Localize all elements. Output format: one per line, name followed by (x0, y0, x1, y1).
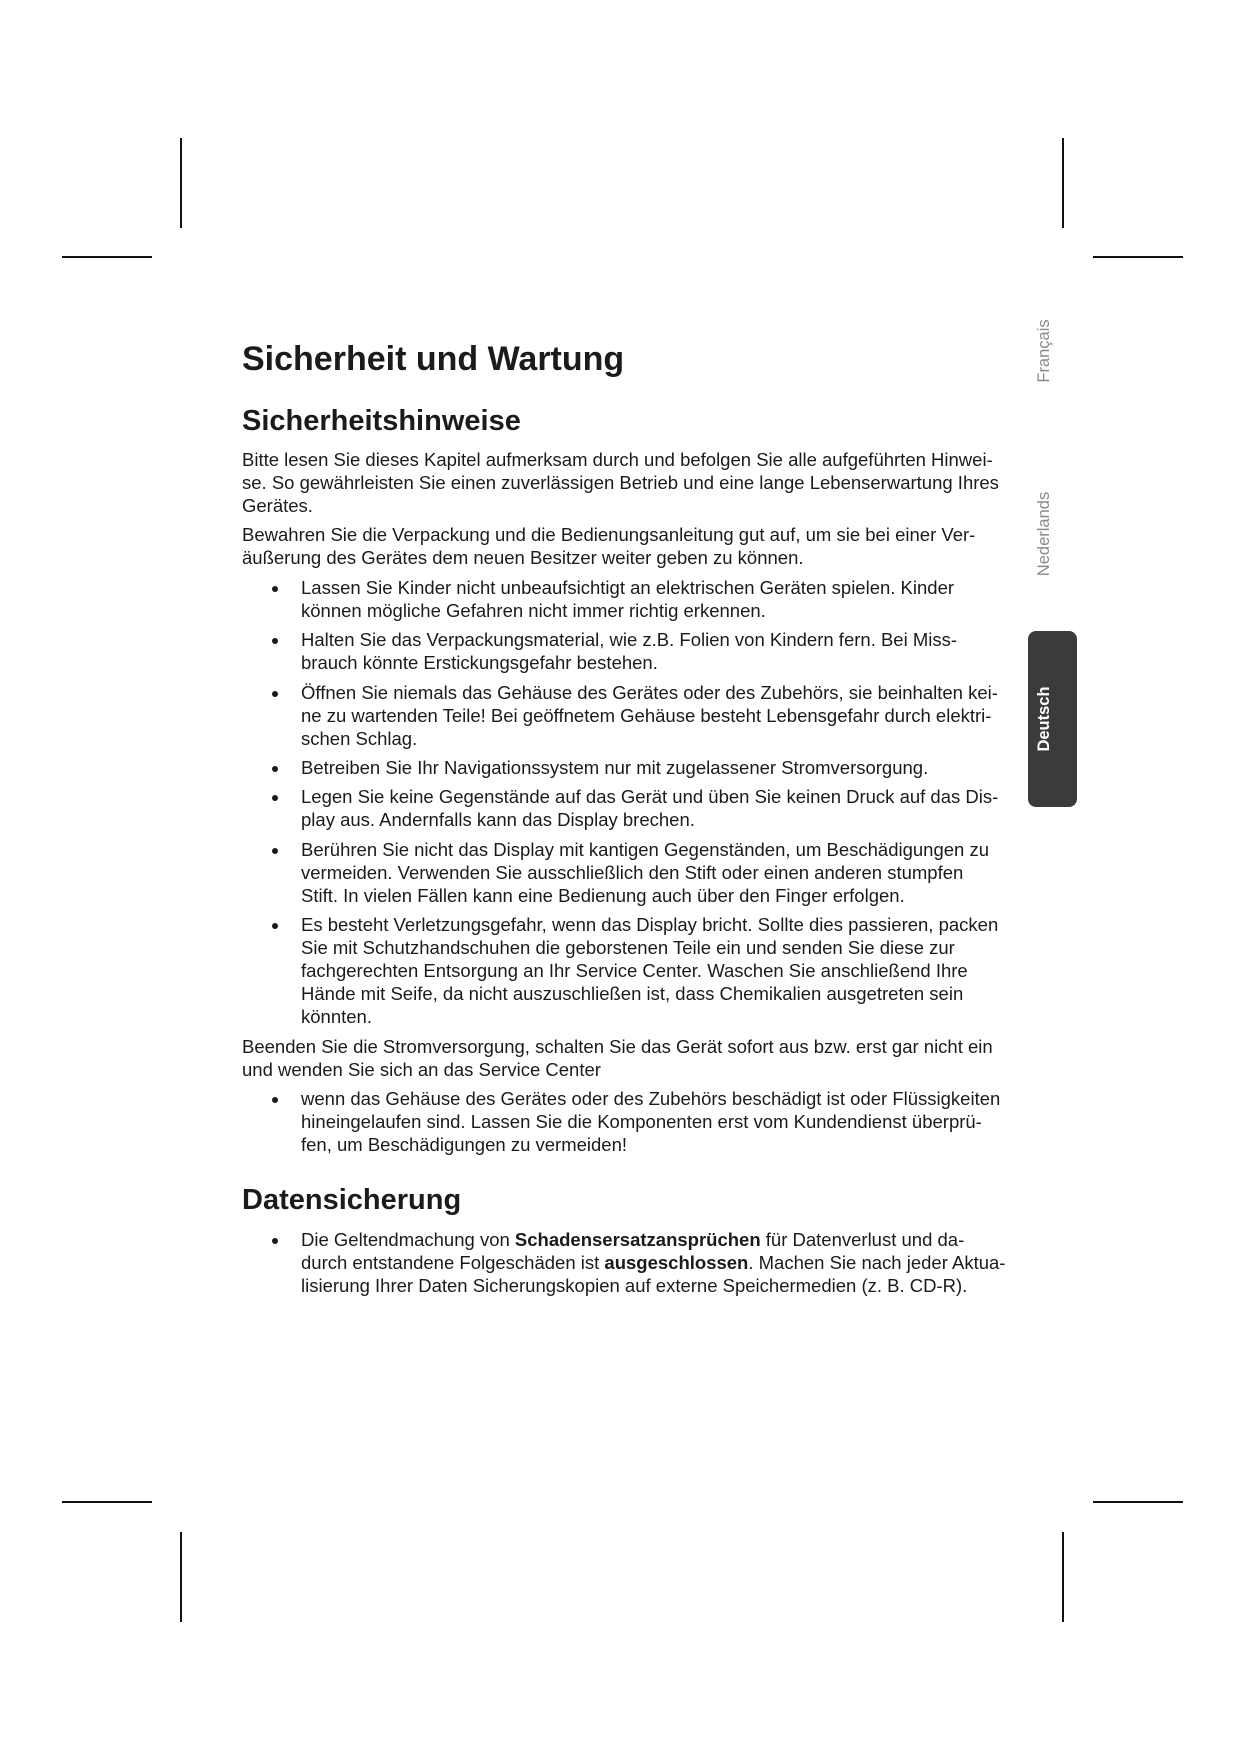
text-line: Öffnen Sie niemals das Gehäuse des Gerätes oder des Zubehörs, sie beinhalten kei- (301, 681, 998, 703)
text-line: äußerung des Gerätes dem neuen Besitzer weiter geben zu können. (242, 547, 804, 569)
text-line: fen, um Beschädigungen zu vermeiden! (301, 1133, 628, 1155)
list-item (242, 681, 1004, 750)
text-line: Es besteht Verletzungsgefahr, wenn das Display bricht. Sollte dies passieren, packen (301, 914, 999, 936)
bullet-marker (272, 638, 278, 644)
text-line (301, 1228, 1004, 1251)
text-segment: . Machen Sie nach jeder Aktua- (748, 1252, 1006, 1273)
text-line: könnten. (301, 1006, 372, 1028)
text-line: brauch könnte Erstickungsgefahr bestehen. (301, 652, 658, 674)
bullet-marker (272, 1097, 278, 1103)
crop-mark-bottom-right-vertical (1062, 1532, 1064, 1622)
list-item (242, 1228, 1004, 1297)
section-heading-backup: Datensicherung (242, 1184, 462, 1216)
bold-text-segment: ausgeschlossen (604, 1252, 749, 1273)
language-tab-label: Français (1035, 319, 1053, 383)
text-line: Hände mit Seife, da nicht auszuschließen ist, dass Chemikalien ausgetreten sein (301, 983, 964, 1005)
text-line: lisierung Ihrer Daten Sicherungskopien auf externe Speichermedien (z. B. CD-R). (301, 1275, 968, 1296)
bullet-marker (272, 1238, 278, 1244)
language-tab-label: Nederlands (1035, 491, 1053, 577)
bullet-marker (272, 923, 278, 929)
section-heading-safety: Sicherheitshinweise (242, 405, 521, 437)
text-line (301, 1251, 1004, 1274)
safety-section-body (242, 448, 1004, 1156)
bullet-marker (272, 691, 278, 697)
text-line: Halten Sie das Verpackungsmaterial, wie z.B. Folien von Kindern fern. Bei Miss- (301, 629, 958, 651)
page-title: Sicherheit und Wartung (242, 340, 625, 378)
paragraph-packaging (242, 523, 1004, 569)
text-line: hineingelaufen sind. Lassen Sie die Komponenten erst vom Kundendienst überprü- (301, 1110, 982, 1132)
text-line: ne zu wartenden Teile! Bei geöffnetem Gehäuse besteht Lebensgefahr durch elektri- (301, 704, 992, 726)
paragraph-intro (242, 448, 1004, 517)
crop-mark-top-right-horizontal (1093, 256, 1183, 258)
text-line: Beenden Sie die Stromversorgung, schalten Sie das Gerät sofort aus bzw. erst gar nicht ein (242, 1035, 993, 1057)
crop-mark-bottom-right-horizontal (1093, 1501, 1183, 1503)
text-line: fachgerechten Entsorgung an Ihr Service Center. Waschen Sie anschließend Ihre (301, 960, 968, 982)
backup-section-body (242, 1228, 1004, 1297)
text-line: und wenden Sie sich an das Service Center (242, 1058, 601, 1080)
text-segment: für Datenverlust und da- (760, 1229, 965, 1250)
bullet-marker (272, 848, 278, 854)
bullet-marker (272, 766, 278, 772)
list-item (242, 913, 1004, 1028)
text-line: Lassen Sie Kinder nicht unbeaufsichtigt an elektrischen Geräten spielen. Kinder (301, 576, 955, 598)
text-line: schen Schlag. (301, 727, 418, 749)
list-item (242, 576, 1004, 622)
crop-mark-top-left-horizontal (62, 256, 152, 258)
text-line: Sie mit Schutzhandschuhen die geborstenen Teile ein und senden Sie diese zur (301, 937, 955, 959)
text-segment: durch entstandene Folgeschäden ist (301, 1252, 605, 1273)
paragraph-power-off (242, 1035, 1004, 1081)
text-segment: Die Geltendmachung von (301, 1229, 515, 1250)
list-item (242, 628, 1004, 674)
list-item (242, 756, 1004, 779)
text-line: Betreiben Sie Ihr Navigationssystem nur mit zugelassener Stromversorgung. (301, 756, 929, 778)
text-line: Legen Sie keine Gegenstände auf das Gerät und üben Sie keinen Druck auf das Dis- (301, 786, 999, 808)
list-item (242, 785, 1004, 831)
text-line: Bewahren Sie die Verpackung und die Bedienungsanleitung gut auf, um sie bei einer Ver- (242, 524, 976, 546)
language-tab-label: Deutsch (1035, 686, 1053, 752)
crop-mark-bottom-left-horizontal (62, 1501, 152, 1503)
text-line: wenn das Gehäuse des Gerätes oder des Zubehörs beschädigt ist oder Flüssigkeiten (301, 1087, 1001, 1109)
text-line: Berühren Sie nicht das Display mit kantigen Gegenständen, um Beschädigungen zu (301, 838, 990, 860)
crop-mark-top-right-vertical (1062, 138, 1064, 228)
text-line: play aus. Andernfalls kann das Display brechen. (301, 809, 695, 831)
text-line: Bitte lesen Sie dieses Kapitel aufmerksam durch und befolgen Sie alle aufgeführten Hinwei- (242, 449, 993, 470)
bullet-marker (272, 586, 278, 592)
text-line: können mögliche Gefahren nicht immer richtig erkennen. (301, 599, 766, 621)
list-item (242, 1087, 1004, 1156)
list-item (242, 838, 1004, 907)
text-line: Gerätes. (242, 495, 313, 516)
text-line: se. So gewährleisten Sie einen zuverlässigen Betrieb und eine lange Lebenserwartung Ihres (242, 472, 999, 493)
crop-mark-bottom-left-vertical (180, 1532, 182, 1622)
bullet-marker (272, 795, 278, 801)
bold-text-segment: Schadensersatzansprüchen (514, 1229, 761, 1250)
text-line: Stift. In vielen Fällen kann eine Bedienung auch über den Finger erfolgen. (301, 884, 905, 906)
text-line: vermeiden. Verwenden Sie ausschließlich den Stift oder einen anderen stumpfen (301, 861, 964, 883)
crop-mark-top-left-vertical (180, 138, 182, 228)
